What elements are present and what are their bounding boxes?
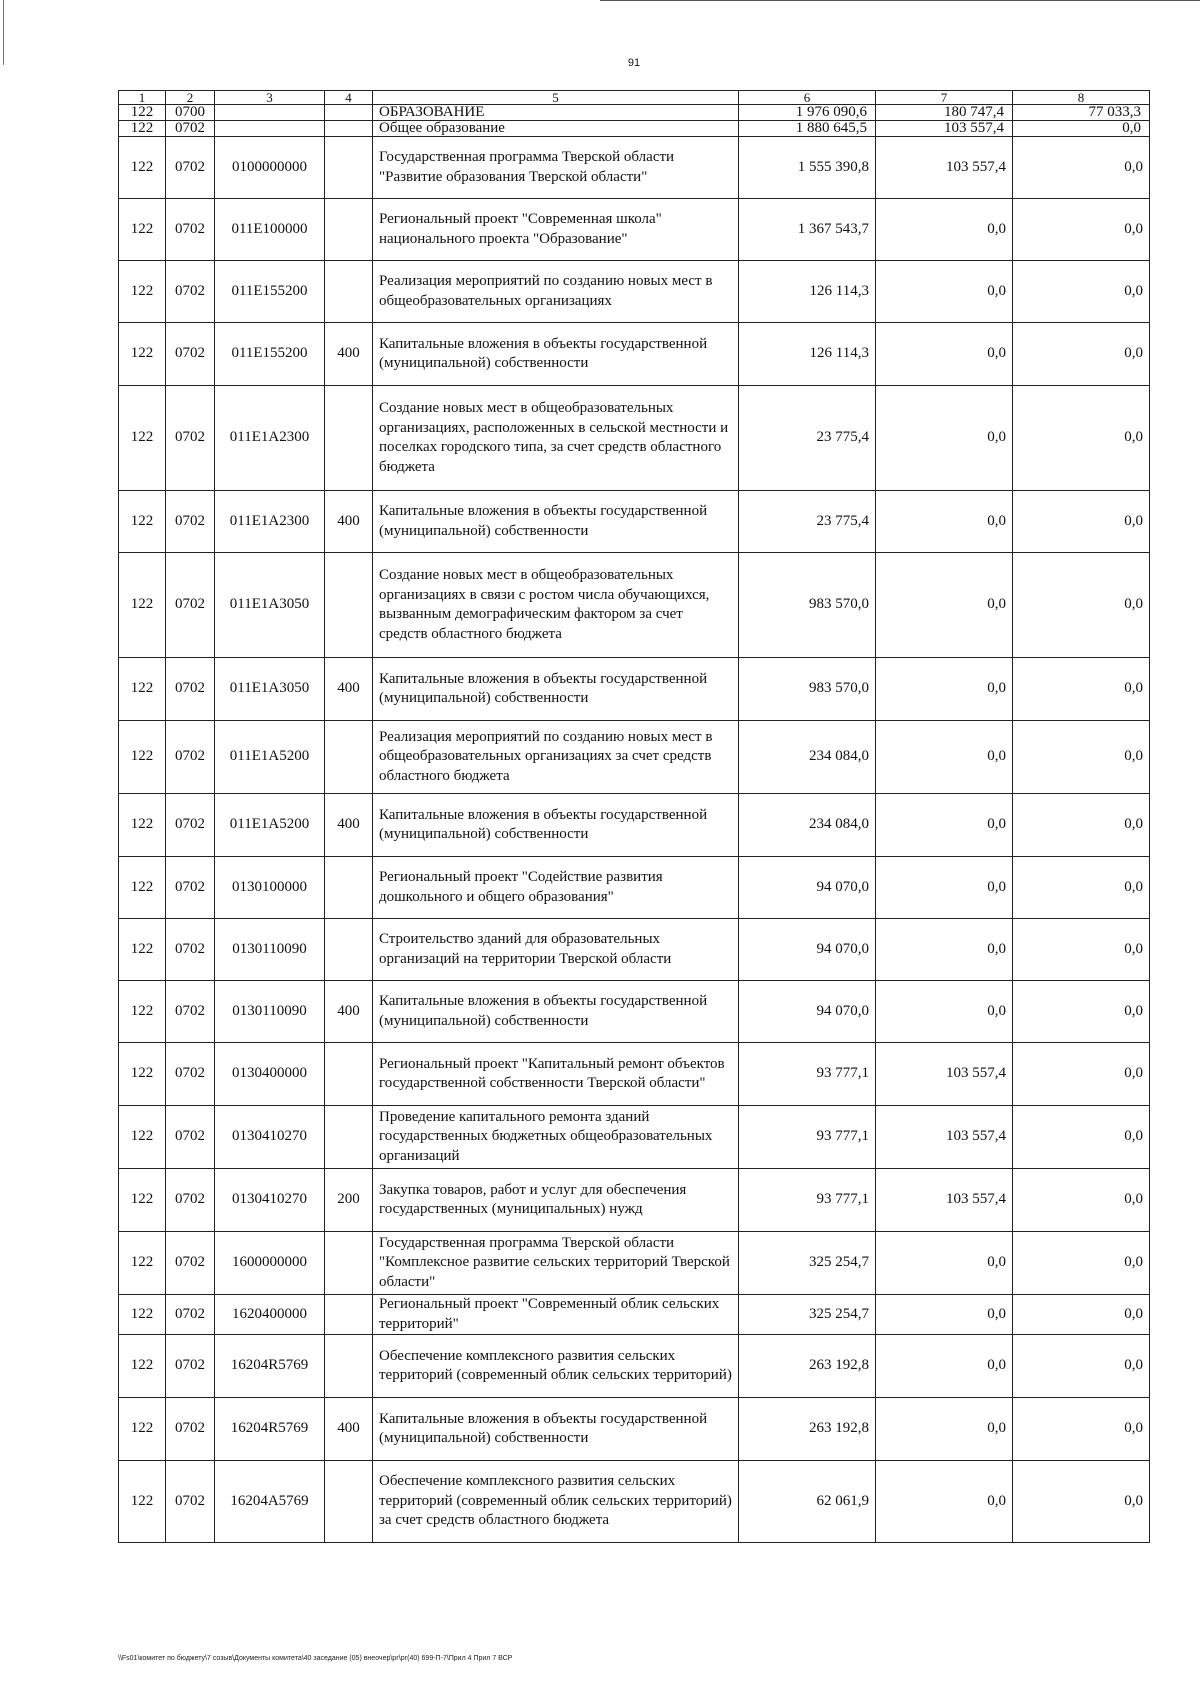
cell-c2: 0702 — [166, 919, 215, 981]
cell-c1: 122 — [119, 199, 166, 261]
cell-c7: 0,0 — [876, 919, 1013, 981]
cell-c6: 1 555 390,8 — [739, 137, 876, 199]
cell-c2: 0702 — [166, 121, 215, 137]
cell-c8: 0,0 — [1013, 857, 1150, 919]
cell-c4: 400 — [325, 1398, 373, 1461]
cell-c2: 0702 — [166, 794, 215, 857]
cell-c7: 0,0 — [876, 386, 1013, 491]
cell-c4: 400 — [325, 981, 373, 1043]
cell-c8: 0,0 — [1013, 1461, 1150, 1543]
cell-c3 — [215, 105, 325, 121]
cell-c2: 0702 — [166, 1335, 215, 1398]
table-row — [119, 1398, 1150, 1461]
cell-c4 — [325, 1043, 373, 1106]
cell-c4: 400 — [325, 323, 373, 386]
table-row — [119, 1106, 1150, 1169]
cell-c6: 983 570,0 — [739, 658, 876, 721]
cell-c3: 16204R5769 — [215, 1335, 325, 1398]
table-row — [119, 491, 1150, 553]
cell-c1: 122 — [119, 658, 166, 721]
cell-c1: 122 — [119, 386, 166, 491]
cell-c7: 0,0 — [876, 1335, 1013, 1398]
cell-c2: 0700 — [166, 105, 215, 121]
cell-c7: 0,0 — [876, 721, 1013, 794]
cell-c8: 0,0 — [1013, 919, 1150, 981]
cell-c1: 122 — [119, 857, 166, 919]
cell-c1: 122 — [119, 1398, 166, 1461]
scan-edge-top — [600, 0, 1200, 1]
cell-c8: 0,0 — [1013, 491, 1150, 553]
cell-c4 — [325, 919, 373, 981]
cell-c5: Реализация мероприятий по созданию новых мест в общеобразовательных организациях — [373, 261, 739, 323]
cell-c5: Общее образование — [373, 121, 739, 137]
page-number: 91 — [627, 57, 641, 69]
cell-c5: Капитальные вложения в объекты государственной (муниципальной) собственности — [373, 981, 739, 1043]
header-cell: 3 — [215, 91, 325, 105]
cell-c2: 0702 — [166, 658, 215, 721]
header-cell: 4 — [325, 91, 373, 105]
cell-c1: 122 — [119, 1169, 166, 1232]
cell-c5: Региональный проект "Содействие развития дошкольного и общего образования" — [373, 857, 739, 919]
cell-c5: Проведение капитального ремонта зданий государственных бюджетных общеобразовательных организаций — [373, 1106, 739, 1169]
cell-c2: 0702 — [166, 857, 215, 919]
table-row — [119, 1043, 1150, 1106]
cell-c6: 94 070,0 — [739, 919, 876, 981]
cell-c2: 0702 — [166, 553, 215, 658]
cell-c5: Реализация мероприятий по созданию новых мест в общеобразовательных организациях за счет средств областного бюджета — [373, 721, 739, 794]
cell-c1: 122 — [119, 794, 166, 857]
table-row — [119, 857, 1150, 919]
cell-c1: 122 — [119, 1461, 166, 1543]
cell-c2: 0702 — [166, 1398, 215, 1461]
cell-c7: 0,0 — [876, 323, 1013, 386]
table-row — [119, 1461, 1150, 1543]
cell-c6: 93 777,1 — [739, 1169, 876, 1232]
cell-c7: 0,0 — [876, 1461, 1013, 1543]
table-row — [119, 386, 1150, 491]
cell-c7: 0,0 — [876, 857, 1013, 919]
scan-edge-left — [3, 0, 4, 65]
cell-c6: 126 114,3 — [739, 261, 876, 323]
cell-c5: Капитальные вложения в объекты государственной (муниципальной) собственности — [373, 794, 739, 857]
cell-c3: 16204R5769 — [215, 1398, 325, 1461]
cell-c4 — [325, 1461, 373, 1543]
cell-c2: 0702 — [166, 323, 215, 386]
cell-c7: 0,0 — [876, 553, 1013, 658]
cell-c7: 0,0 — [876, 658, 1013, 721]
header-cell: 8 — [1013, 91, 1150, 105]
header-cell: 5 — [373, 91, 739, 105]
cell-c6: 325 254,7 — [739, 1232, 876, 1295]
header-cell: 2 — [166, 91, 215, 105]
cell-c3: 0130110090 — [215, 919, 325, 981]
cell-c2: 0702 — [166, 1106, 215, 1169]
cell-c4 — [325, 137, 373, 199]
cell-c1: 122 — [119, 1043, 166, 1106]
cell-c4: 400 — [325, 658, 373, 721]
table-row — [119, 721, 1150, 794]
cell-c3: 011E155200 — [215, 323, 325, 386]
cell-c7: 0,0 — [876, 199, 1013, 261]
cell-c1: 122 — [119, 1335, 166, 1398]
cell-c7: 103 557,4 — [876, 137, 1013, 199]
table-row — [119, 1232, 1150, 1295]
cell-c8: 0,0 — [1013, 981, 1150, 1043]
cell-c4: 400 — [325, 794, 373, 857]
cell-c3: 011E155200 — [215, 261, 325, 323]
budget-table — [118, 90, 1150, 1543]
cell-c3: 011E1A3050 — [215, 658, 325, 721]
cell-c5: Региональный проект "Современный облик сельских территорий" — [373, 1295, 739, 1335]
header-cell: 1 — [119, 91, 166, 105]
footer-file-path: \\Fs01\комитет по бюджету\7 созыв\Документы комитета\40 заседание (05) внеочер\рг\рг(40) 699-П-7\Прил 4 Прил 7 ВСР — [118, 1655, 513, 1662]
table-header-row — [119, 91, 1150, 105]
cell-c4 — [325, 1232, 373, 1295]
table-row — [119, 1335, 1150, 1398]
cell-c3: 011E1A2300 — [215, 386, 325, 491]
cell-c1: 122 — [119, 121, 166, 137]
cell-c5: Закупка товаров, работ и услуг для обеспечения государственных (муниципальных) нужд — [373, 1169, 739, 1232]
cell-c4 — [325, 721, 373, 794]
cell-c7: 0,0 — [876, 261, 1013, 323]
cell-c4 — [325, 199, 373, 261]
cell-c8: 0,0 — [1013, 199, 1150, 261]
cell-c8: 0,0 — [1013, 721, 1150, 794]
cell-c2: 0702 — [166, 981, 215, 1043]
cell-c2: 0702 — [166, 137, 215, 199]
cell-c3: 011E100000 — [215, 199, 325, 261]
cell-c1: 122 — [119, 721, 166, 794]
cell-c5: ОБРАЗОВАНИЕ — [373, 105, 739, 121]
cell-c1: 122 — [119, 137, 166, 199]
cell-c5: Капитальные вложения в объекты государственной (муниципальной) собственности — [373, 658, 739, 721]
cell-c7: 0,0 — [876, 1398, 1013, 1461]
cell-c1: 122 — [119, 1106, 166, 1169]
cell-c6: 983 570,0 — [739, 553, 876, 658]
cell-c3: 1620400000 — [215, 1295, 325, 1335]
header-cell: 6 — [739, 91, 876, 105]
cell-c7: 0,0 — [876, 1295, 1013, 1335]
cell-c8: 0,0 — [1013, 121, 1150, 137]
cell-c8: 0,0 — [1013, 1398, 1150, 1461]
table-row — [119, 261, 1150, 323]
cell-c8: 0,0 — [1013, 794, 1150, 857]
cell-c5: Региональный проект "Капитальный ремонт объектов государственной собственности Тверской области" — [373, 1043, 739, 1106]
cell-c1: 122 — [119, 553, 166, 658]
cell-c1: 122 — [119, 981, 166, 1043]
cell-c5: Государственная программа Тверской области "Комплексное развитие сельских территорий Тверской области" — [373, 1232, 739, 1295]
cell-c6: 23 775,4 — [739, 491, 876, 553]
cell-c6: 1 976 090,6 — [739, 105, 876, 121]
cell-c1: 122 — [119, 105, 166, 121]
cell-c8: 0,0 — [1013, 261, 1150, 323]
cell-c7: 103 557,4 — [876, 1106, 1013, 1169]
cell-c4: 400 — [325, 491, 373, 553]
cell-c8: 0,0 — [1013, 1043, 1150, 1106]
cell-c3 — [215, 121, 325, 137]
cell-c6: 1 367 543,7 — [739, 199, 876, 261]
cell-c5: Капитальные вложения в объекты государственной (муниципальной) собственности — [373, 491, 739, 553]
cell-c4 — [325, 857, 373, 919]
cell-c6: 126 114,3 — [739, 323, 876, 386]
cell-c7: 103 557,4 — [876, 1043, 1013, 1106]
cell-c5: Региональный проект "Современная школа" национального проекта "Образование" — [373, 199, 739, 261]
cell-c8: 0,0 — [1013, 658, 1150, 721]
cell-c8: 0,0 — [1013, 1335, 1150, 1398]
cell-c6: 94 070,0 — [739, 857, 876, 919]
cell-c8: 0,0 — [1013, 1106, 1150, 1169]
table-body — [119, 91, 1150, 1543]
cell-c3: 0100000000 — [215, 137, 325, 199]
cell-c2: 0702 — [166, 1295, 215, 1335]
cell-c6: 263 192,8 — [739, 1335, 876, 1398]
cell-c6: 23 775,4 — [739, 386, 876, 491]
table-row — [119, 794, 1150, 857]
cell-c7: 0,0 — [876, 794, 1013, 857]
cell-c7: 103 557,4 — [876, 1169, 1013, 1232]
cell-c3: 011E1A3050 — [215, 553, 325, 658]
cell-c6: 325 254,7 — [739, 1295, 876, 1335]
cell-c6: 93 777,1 — [739, 1043, 876, 1106]
cell-c1: 122 — [119, 1295, 166, 1335]
cell-c3: 0130410270 — [215, 1169, 325, 1232]
cell-c4 — [325, 386, 373, 491]
cell-c3: 0130100000 — [215, 857, 325, 919]
cell-c4: 200 — [325, 1169, 373, 1232]
cell-c1: 122 — [119, 919, 166, 981]
cell-c4 — [325, 121, 373, 137]
cell-c8: 0,0 — [1013, 1169, 1150, 1232]
cell-c4 — [325, 1295, 373, 1335]
cell-c8: 0,0 — [1013, 137, 1150, 199]
table-row — [119, 105, 1150, 121]
cell-c4 — [325, 261, 373, 323]
cell-c2: 0702 — [166, 386, 215, 491]
cell-c5: Создание новых мест в общеобразовательных организациях, расположенных в сельской местности и поселках городского типа, за счет средств областного бюджета — [373, 386, 739, 491]
cell-c3: 0130110090 — [215, 981, 325, 1043]
cell-c3: 011E1A2300 — [215, 491, 325, 553]
cell-c6: 93 777,1 — [739, 1106, 876, 1169]
table-row — [119, 1169, 1150, 1232]
header-cell: 7 — [876, 91, 1013, 105]
cell-c6: 94 070,0 — [739, 981, 876, 1043]
cell-c5: Обеспечение комплексного развития сельских территорий (современный облик сельских территорий) за счет средств областного бюджета — [373, 1461, 739, 1543]
cell-c1: 122 — [119, 1232, 166, 1295]
cell-c2: 0702 — [166, 199, 215, 261]
cell-c4 — [325, 105, 373, 121]
cell-c2: 0702 — [166, 1043, 215, 1106]
cell-c6: 62 061,9 — [739, 1461, 876, 1543]
cell-c8: 0,0 — [1013, 323, 1150, 386]
table-row — [119, 1295, 1150, 1335]
cell-c2: 0702 — [166, 261, 215, 323]
cell-c7: 0,0 — [876, 1232, 1013, 1295]
cell-c8: 77 033,3 — [1013, 105, 1150, 121]
cell-c4 — [325, 1335, 373, 1398]
cell-c1: 122 — [119, 491, 166, 553]
cell-c5: Обеспечение комплексного развития сельских территорий (современный облик сельских территорий) — [373, 1335, 739, 1398]
cell-c2: 0702 — [166, 1461, 215, 1543]
table-row — [119, 981, 1150, 1043]
cell-c3: 0130400000 — [215, 1043, 325, 1106]
cell-c8: 0,0 — [1013, 553, 1150, 658]
cell-c1: 122 — [119, 261, 166, 323]
cell-c3: 0130410270 — [215, 1106, 325, 1169]
cell-c4 — [325, 553, 373, 658]
cell-c5: Создание новых мест в общеобразовательных организациях в связи с ростом числа обучающихся, вызванным демографическим фактором за счет средств областного бюджета — [373, 553, 739, 658]
cell-c7: 180 747,4 — [876, 105, 1013, 121]
cell-c5: Капитальные вложения в объекты государственной (муниципальной) собственности — [373, 323, 739, 386]
cell-c7: 0,0 — [876, 491, 1013, 553]
cell-c3: 011E1A5200 — [215, 721, 325, 794]
cell-c6: 234 084,0 — [739, 721, 876, 794]
cell-c6: 263 192,8 — [739, 1398, 876, 1461]
cell-c4 — [325, 1106, 373, 1169]
cell-c5: Государственная программа Тверской области "Развитие образования Тверской области" — [373, 137, 739, 199]
table-row — [119, 553, 1150, 658]
cell-c3: 16204A5769 — [215, 1461, 325, 1543]
cell-c8: 0,0 — [1013, 1295, 1150, 1335]
table-row — [119, 323, 1150, 386]
table-row — [119, 137, 1150, 199]
cell-c2: 0702 — [166, 721, 215, 794]
cell-c2: 0702 — [166, 491, 215, 553]
cell-c5: Строительство зданий для образовательных организаций на территории Тверской области — [373, 919, 739, 981]
cell-c6: 234 084,0 — [739, 794, 876, 857]
cell-c6: 1 880 645,5 — [739, 121, 876, 137]
table-row — [119, 199, 1150, 261]
cell-c2: 0702 — [166, 1232, 215, 1295]
cell-c5: Капитальные вложения в объекты государственной (муниципальной) собственности — [373, 1398, 739, 1461]
cell-c2: 0702 — [166, 1169, 215, 1232]
table-row — [119, 919, 1150, 981]
cell-c7: 103 557,4 — [876, 121, 1013, 137]
cell-c3: 011E1A5200 — [215, 794, 325, 857]
cell-c7: 0,0 — [876, 981, 1013, 1043]
table-row — [119, 658, 1150, 721]
cell-c3: 1600000000 — [215, 1232, 325, 1295]
cell-c8: 0,0 — [1013, 1232, 1150, 1295]
cell-c8: 0,0 — [1013, 386, 1150, 491]
table-row — [119, 121, 1150, 137]
cell-c1: 122 — [119, 323, 166, 386]
